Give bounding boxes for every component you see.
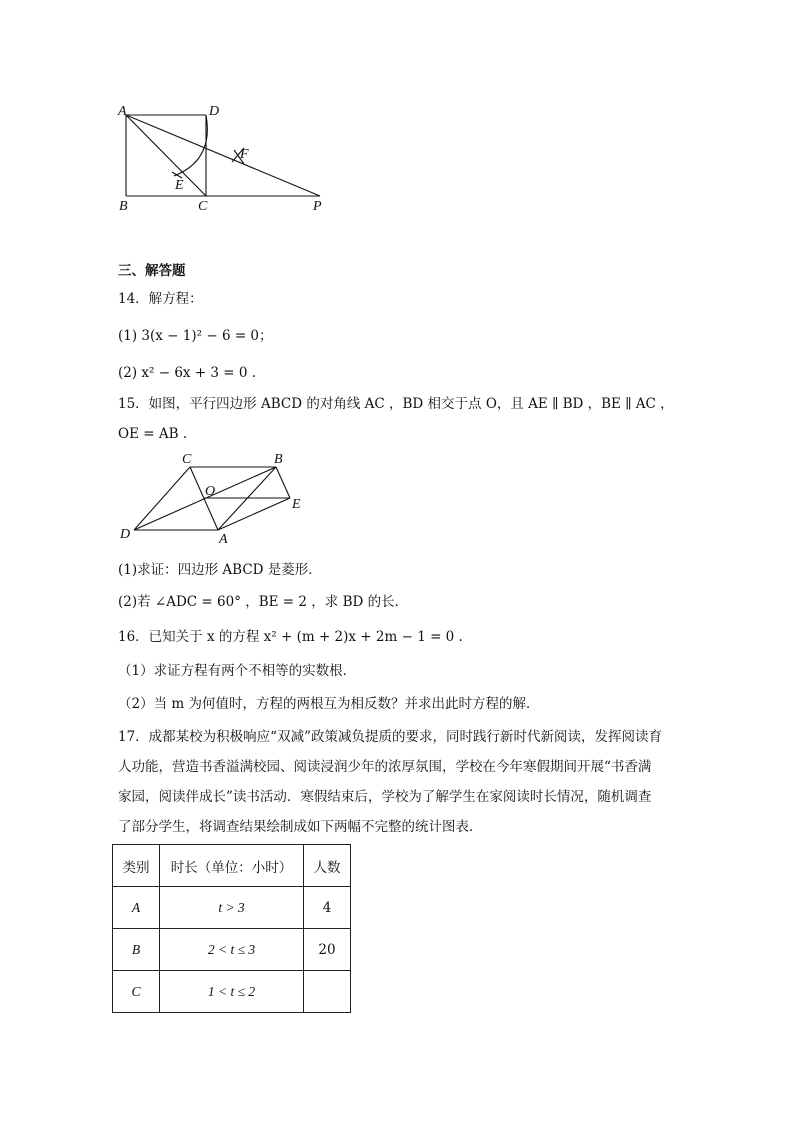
label-e: E: [175, 178, 184, 193]
cell-count: [304, 971, 351, 1013]
segment-ac: [126, 115, 206, 196]
segment-ap: [126, 115, 320, 196]
table-header-row: [113, 845, 351, 887]
label-b: B: [274, 452, 283, 467]
q15-stem-line1: 15．如图，平行四边形 ABCD 的对角线 AC ，BD 相交于点 O，且 AE ∥ BD ，BE ∥ AC ，: [118, 396, 674, 412]
table-row: [113, 887, 351, 929]
label-o: O: [205, 484, 216, 499]
reading-time-table: [112, 844, 351, 1013]
label-d: D: [209, 104, 220, 119]
table-row: [113, 971, 351, 1013]
label-e: E: [292, 497, 301, 512]
q17-line2: 人功能，营造书香溢满校园、阅读浸润少年的浓厚氛围，学校在今年寒假期间开展“书香满: [118, 759, 652, 775]
label-c: C: [182, 452, 192, 467]
q16-part2: （2）当 m 为何值时，方程的两根互为相反数？并求出此时方程的解．: [118, 696, 540, 712]
cell-category: B: [113, 929, 160, 971]
q14-part1: (1) 3(x − 1)² − 6 = 0；: [118, 328, 273, 344]
q17-line4: 了部分学生，将调查结果绘制成如下两幅不完整的统计图表．: [118, 819, 483, 835]
header-category: 类别: [113, 845, 160, 887]
label-b: B: [119, 199, 128, 214]
q16-stem: 16．已知关于 x 的方程 x² + (m + 2)x + 2m − 1 = 0 .: [118, 629, 463, 645]
cell-category: C: [113, 971, 160, 1013]
figure-rhombus-abcd: [112, 452, 312, 547]
cell-duration: t > 3: [160, 887, 304, 929]
label-d: D: [120, 527, 131, 542]
q17-line3: 家园，阅读伴成长”读书活动．寒假结束后，学校为了解学生在家阅读时长情况，随机调查: [118, 789, 652, 805]
cell-category: A: [113, 887, 160, 929]
q14-stem: 14．解方程：: [118, 291, 203, 307]
label-a: A: [219, 532, 228, 547]
label-a: A: [118, 104, 127, 119]
segment-be: [276, 467, 290, 498]
q15-stem-line2: OE = AB .: [118, 426, 188, 442]
header-duration: 时长（单位：小时）: [160, 845, 304, 887]
q15-part2: (2)若 ∠ADC = 60° ，BE = 2 ，求 BD 的长．: [118, 594, 409, 610]
q16-part1: （1）求证方程有两个不相等的实数根．: [118, 663, 357, 679]
label-c: C: [198, 199, 208, 214]
segment-dc: [134, 467, 190, 530]
cell-count: 4: [304, 887, 351, 929]
segment-ea: [218, 498, 290, 530]
figure-square-abcd: [110, 100, 340, 215]
arc-de: [174, 115, 207, 176]
section-heading: 三、解答题: [118, 263, 186, 279]
cell-duration: 1 < t ≤ 2: [160, 971, 304, 1013]
cell-duration: 2 < t ≤ 3: [160, 929, 304, 971]
q15-part1: (1)求证：四边形 ABCD 是菱形．: [118, 562, 322, 578]
label-p: P: [313, 199, 322, 214]
table-row: [113, 929, 351, 971]
q14-part2: (2) x² − 6x + 3 = 0 .: [118, 365, 257, 381]
header-count: 人数: [304, 845, 351, 887]
label-f: F: [240, 147, 249, 162]
q17-line1: 17．成都某校为积极响应“双减”政策减负提质的要求，同时践行新时代新阅读，发挥阅读育: [118, 729, 662, 745]
cell-count: 20: [304, 929, 351, 971]
